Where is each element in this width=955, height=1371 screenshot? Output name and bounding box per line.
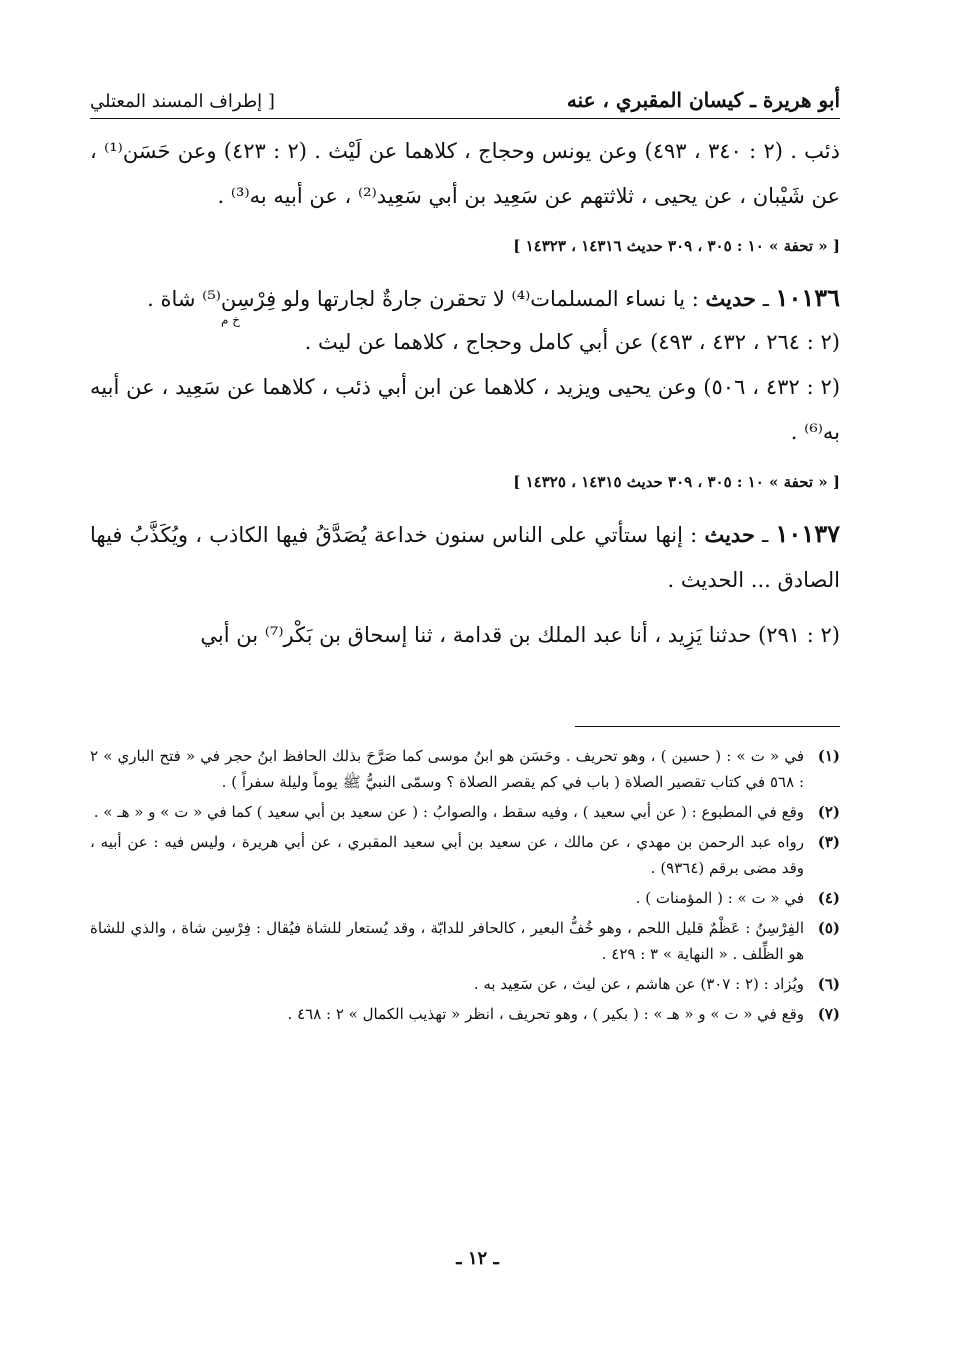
footnote-divider — [575, 726, 840, 727]
footnote-number: (٣) — [817, 833, 840, 851]
running-header — [90, 88, 840, 119]
footnote — [90, 885, 840, 911]
footnote-number: (٦) — [817, 975, 840, 993]
paragraph-2b: (٢ : ٤٣٢ ، ٥٠٦) وعن يحيى ويزيد ، كلاهما عن ابن أبي ذئب ، كلاهما عن سَعِيد ، عن أبيه به⁽⁶⁾ . — [90, 375, 841, 444]
entry-text: : إنها ستأتي على الناس سنون خداعة يُصَدَّقُ فيها الكاذب ، ويُكَذَّبُ فيها الصادق ... الحديث . — [90, 523, 840, 592]
footnote-text: ويُزاد : (٢ : ٣٠٧) عن هاشم ، عن ليث ، عن سَعِيد به . — [473, 975, 804, 993]
source-marks: خ م — [221, 313, 240, 327]
footnote-text: رواه عبد الرحمن بن مهدي ، عن مالك ، عن سعيد بن أبي سعيد المقبري ، عن أبي هريرة ، وليس فيه : عن أبيه ، وقد مضى برقم (٩٣٦٤) . — [90, 833, 804, 877]
entry-number: ١٠١٣٦ — [775, 283, 840, 312]
paragraph-1: ذئب . (٢ : ٣٤٠ ، ٤٩٣) وعن يونس وحجاج ، كلاهما عن لَيْث . (٢ : ٤٢٣) وعن حَسَن⁽¹⁾ ، عن شَيْبان ، عن يحيى ، ثلاثتهم عن سَعِيد بن أبي سَعِيد⁽²⁾ ، عن أبيه به⁽³⁾ . — [90, 139, 840, 208]
footnote-number: (٢) — [817, 803, 840, 821]
hadith-entry-10137 — [90, 511, 840, 603]
entry-text: : يا نساء المسلمات⁽⁴⁾ لا تحقرن جارةٌ لجارتها ولو فِرْسِن⁽⁵⁾ شاة . — [147, 287, 699, 311]
entry-dash: ـ — [762, 523, 769, 547]
footnote — [90, 971, 840, 997]
header-book-title: [ إطراف المسند المعتلي — [90, 91, 275, 112]
footnote-text: وقع في المطبوع : ( عن أبي سعيد ) ، وفيه سقط ، والصوابُ : ( عن سعيد بن أبي سعيد ) كما في « ت » و « هـ » . — [93, 803, 804, 821]
footnote — [90, 799, 840, 825]
entry-number: ١٠١٣٧ — [775, 519, 840, 548]
footnote — [90, 1001, 840, 1027]
footnote-number: (٤) — [817, 889, 840, 907]
footnote-text: في « ت » : ( حسين ) ، وهو تحريف . وحَسَن هو ابنُ موسى كما صَرَّحَ بذلك الحافظ ابنُ حجر في « فتح الباري » ٢ : ٥٦٨ في كتاب تقصير الصلاة ( باب في كم يقصر الصلاة ؟ وسمّى النبيُّ ﷺ يوماً وليلة سفراً ) . — [90, 747, 804, 791]
entry-dash: ـ — [762, 287, 769, 311]
footnote — [90, 829, 840, 881]
footnote-number: (٧) — [817, 1005, 840, 1023]
footnote — [90, 743, 840, 795]
footnotes — [90, 743, 840, 1027]
entry-label: حديث — [704, 522, 755, 547]
paragraph-3: (٢ : ٢٩١) حدثنا يَزِيد ، أنا عبد الملك بن قدامة ، ثنا إسحاق بن بَكْر⁽⁷⁾ بن أبي — [200, 623, 840, 647]
page-number: ـ ١٢ ـ — [456, 1248, 499, 1269]
tuhfa-reference-2: [ « تحفة » ١٠ : ٣٠٥ ، ٣٠٩ حديث ١٤٣١٥ ، ١٤٣٢٥ ] — [513, 473, 840, 491]
footnote-number: (١) — [817, 747, 840, 765]
footnote-text: في « ت » : ( المؤمنات ) . — [635, 889, 804, 907]
footnote — [90, 915, 840, 967]
page-content — [90, 88, 840, 1031]
footnote-text: الفِرْسِنُ : عَظْمٌ قليل اللحم ، وهو خُفُّ البعير ، كالحافر للدابّة ، وقد يُستعار للشاة فيُقال : فِرْسِن شاة ، والذي للشاة هو الظِّلف . « النهاية » ٣ : ٤٢٩ . — [90, 919, 804, 963]
footnote-text: وقع في « ت » و « هـ » : ( بكير ) ، وهو تحريف ، انظر « تهذيب الكمال » ٢ : ٤٦٨ . — [287, 1005, 804, 1023]
paragraph-2a: (٢ : ٢٦٤ ، ٤٣٢ ، ٤٩٣) عن أبي كامل وحجاج ، كلاهما عن ليث . — [304, 330, 840, 354]
header-section-title: أبو هريرة ـ كيسان المقبري ، عنه — [566, 88, 840, 112]
tuhfa-reference-1: [ « تحفة » ١٠ : ٣٠٥ ، ٣٠٩ حديث ١٤٣١٦ ، ١٤٣٢٣ ] — [513, 237, 840, 255]
footnote-number: (٥) — [817, 919, 840, 937]
hadith-entry-10136 — [90, 275, 840, 322]
entry-label: حديث — [705, 286, 757, 311]
